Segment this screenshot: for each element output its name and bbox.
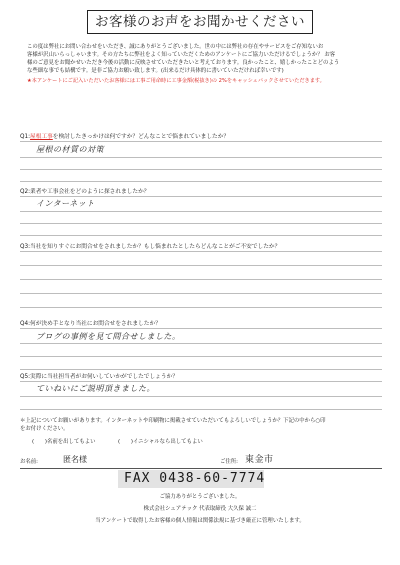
- q1-line-2: [20, 157, 382, 158]
- q4-line-4: [20, 369, 382, 370]
- name-underline: [20, 468, 382, 469]
- consent-text-1: ＊上記についてお願いがあります。インターネットや印刷物に掲載させていただいてもよろしいでしょうか？下記の中から○印: [20, 418, 326, 424]
- q4-line-2: [20, 343, 382, 344]
- q3-line-3: [20, 279, 382, 280]
- name-value[interactable]: 匿名様: [63, 455, 87, 464]
- q1-line-4: [20, 181, 382, 182]
- q3-line-2: [20, 265, 382, 266]
- address-label: ご住所:: [220, 459, 238, 465]
- q2-line-4: [20, 235, 382, 236]
- question-2: Q2:業者や工事会社をどのように探されましたか？: [20, 189, 150, 195]
- answer-5[interactable]: ていねいにご説明頂きました。: [36, 384, 155, 393]
- cashback-note: ★本アンケートにご記入いただいたお客様には工事ご用命時に工事金額(税抜き)の 2%をキャッシュバックさせていただきます。: [27, 78, 325, 84]
- question-3: Q3:当社を知りすぐにお問合せをされましたか？もし悩まれたとしたらどんなことがご不安でしたか？: [20, 244, 281, 250]
- question-1-highlight: 屋根工事: [30, 134, 53, 140]
- q5-line-2: [20, 396, 382, 397]
- consent-text-2: をお付けください。: [20, 426, 69, 432]
- option-initial-ok[interactable]: ( )イニシャルなら出してもよい: [118, 439, 203, 445]
- fax-number: FAX 0438-60-7774: [124, 471, 266, 486]
- footer-thanks: ご協力ありがとうございました。: [159, 494, 241, 500]
- page-title: お客様のお声をお聞かせください: [87, 10, 313, 34]
- question-1-suffix: を検討したきっかけは何ですか？どんなことで悩まれていましたか？: [52, 134, 230, 140]
- q2-line-3: [20, 223, 382, 224]
- q1-line-3: [20, 169, 382, 170]
- question-5: Q5:実際に当社担当者がお伺いしていかがでしたでしょうか？: [20, 374, 178, 380]
- question-4: Q4:何が決め手となり当社にお問合せをされましたか？: [20, 321, 161, 327]
- footer-privacy: 当アンケートで取得したお客様の個人情報は関係法規に基づき厳正に管理いたします。: [95, 518, 305, 524]
- intro-line-3: 様のご意見をお聞かせいただき今後の活動に反映させていただきたいと考えております。良かったこと、嬉しかったことどのよう: [27, 60, 340, 66]
- intro-line-2: 客様が沢山いらっしゃいます。その方たちに弊社をよく知っていただくためのアンケートにご協力いただけるでしょうか？ お客: [27, 52, 336, 58]
- footer-company: 株式会社シェアテック 代表取締役 大久保 誠二: [143, 506, 257, 512]
- question-1-prefix: Q1:: [20, 134, 31, 140]
- answer-2[interactable]: インターネット: [36, 199, 95, 208]
- name-label: お名前:: [20, 459, 38, 465]
- q1-line-1: [20, 141, 382, 142]
- answer-4[interactable]: ブログの事例を見て問合せしました。: [36, 332, 181, 341]
- intro-line-1: この度は弊社にお問い合わせをいただき、誠にありがとうございました。世の中には弊社の存在やサービスをご存知ないお: [27, 44, 324, 50]
- q5-line-1: [20, 381, 382, 382]
- q5-line-3: [20, 409, 382, 410]
- q4-line-1: [20, 328, 382, 329]
- address-value[interactable]: 東金市: [245, 455, 274, 465]
- question-1: [20, 133, 385, 141]
- q3-line-5: [20, 307, 382, 308]
- q4-line-3: [20, 356, 382, 357]
- q3-line-4: [20, 293, 382, 294]
- option-name-ok[interactable]: ( )名前を出してもよい: [32, 439, 96, 445]
- q3-line-1: [20, 251, 382, 252]
- q2-line-2: [20, 211, 382, 212]
- q2-line-1: [20, 196, 382, 197]
- intro-line-4: な些細な事でも結構です。是非ご協力お願い致します。(出来るだけ具体的に書いていただければ幸いです): [27, 68, 284, 74]
- answer-1[interactable]: 屋根の材質の対策: [36, 145, 104, 154]
